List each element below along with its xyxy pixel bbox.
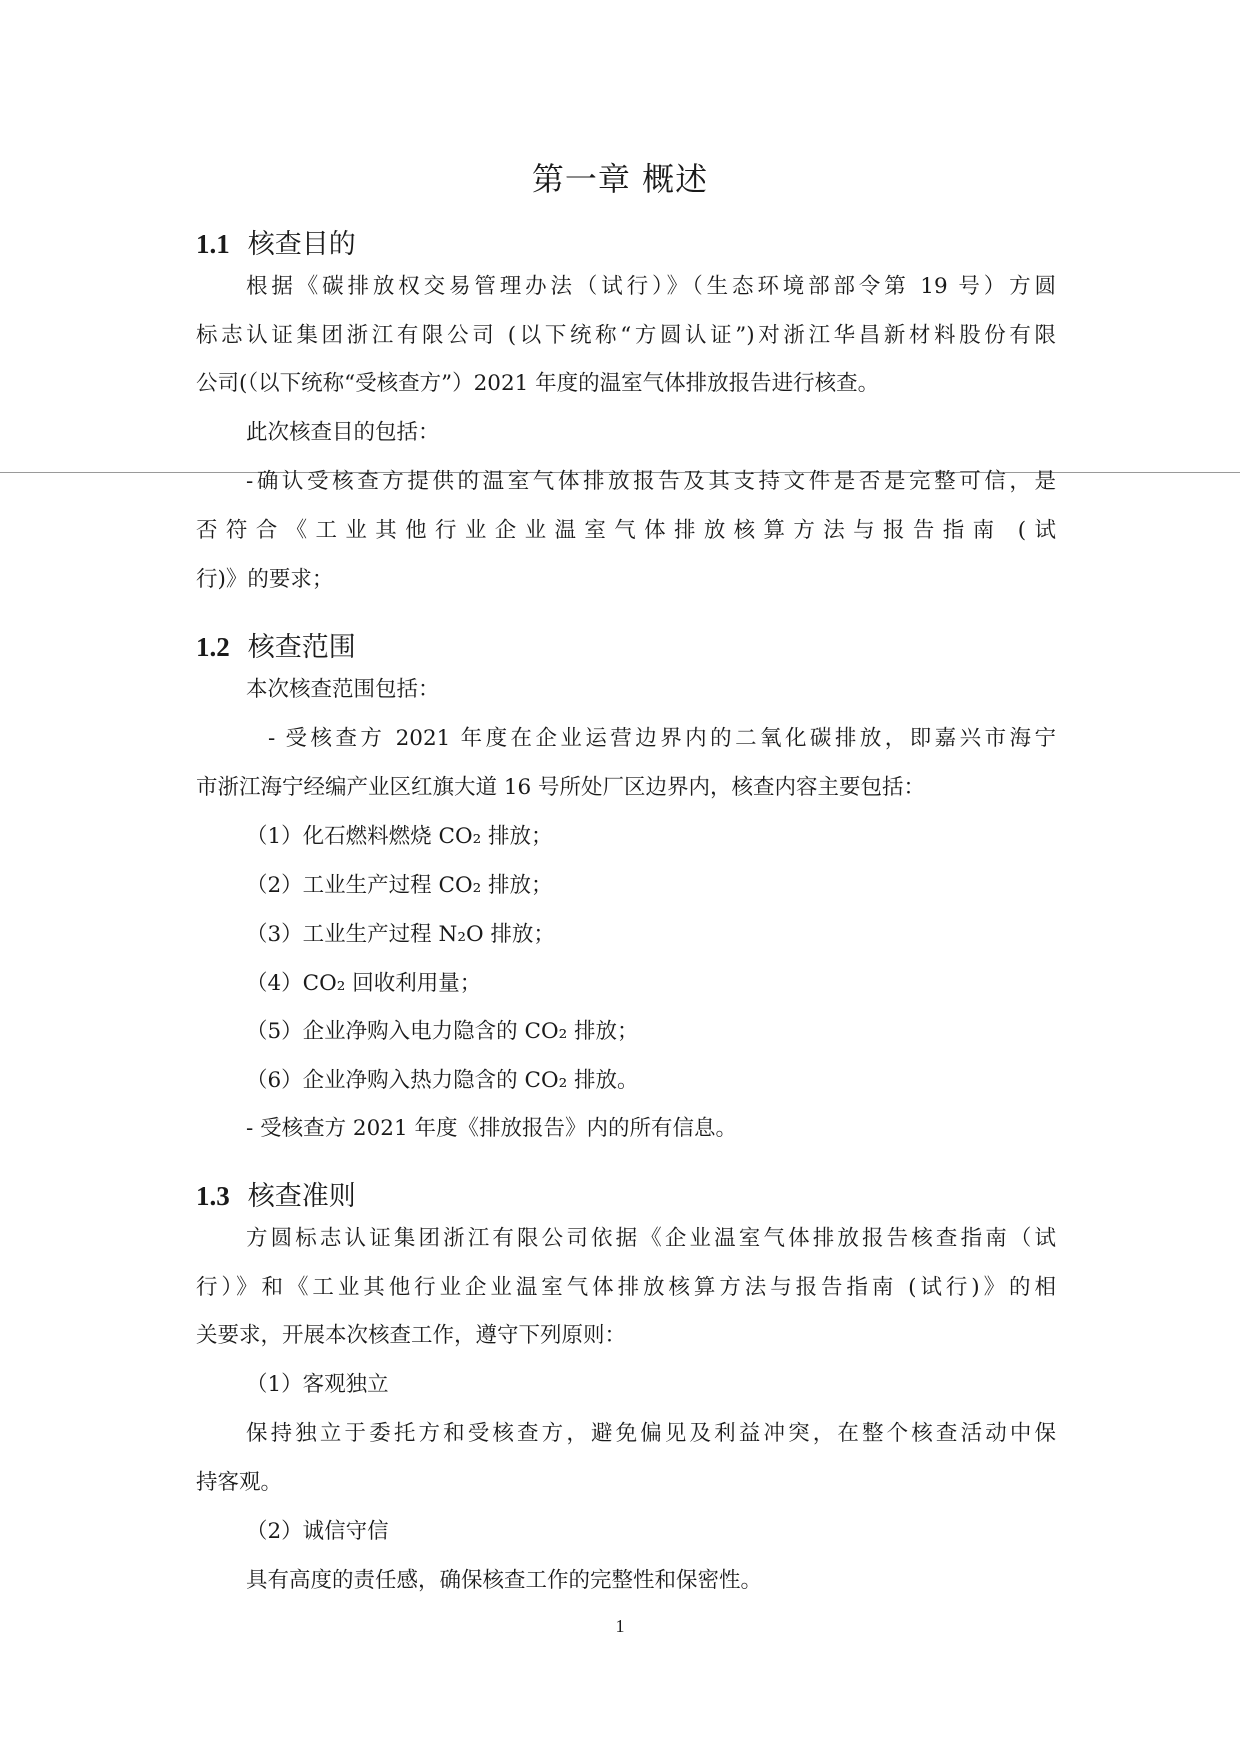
list-item: （3）工业生产过程 N₂O 排放； bbox=[246, 922, 555, 947]
paragraph-line: 市浙江海宁经编产业区红旗大道 16 号所处厂区边界内，核查内容主要包括： bbox=[196, 775, 926, 800]
list-item: （2）诚信守信 bbox=[246, 1519, 389, 1544]
list-item: （4）CO₂ 回收利用量； bbox=[246, 971, 482, 996]
section-number: 1.2 bbox=[196, 632, 230, 662]
section-heading bbox=[196, 625, 356, 664]
paragraph-line: 标志认证集团浙江有限公司 (以下统称“方圆认证”)对浙江华昌新材料股份有限 bbox=[196, 323, 1056, 348]
section-title: 核查目的 bbox=[247, 229, 356, 260]
paragraph-line: 具有高度的责任感，确保核查工作的完整性和保密性。 bbox=[246, 1568, 763, 1593]
list-item: （1）化石燃料燃烧 CO₂ 排放； bbox=[246, 824, 553, 849]
list-item: （2）工业生产过程 CO₂ 排放； bbox=[246, 873, 553, 898]
chapter-title: 第一章 概述 bbox=[531, 160, 709, 198]
page-number: 1 bbox=[615, 1616, 625, 1636]
section-heading bbox=[196, 1174, 356, 1213]
paragraph-line: - 受核查方 2021 年度在企业运营边界内的二氧化碳排放，即嘉兴市海宁 bbox=[268, 726, 1056, 751]
list-item: （1）客观独立 bbox=[246, 1372, 389, 1397]
paragraph-line: 保持独立于委托方和受核查方，避免偏见及利益冲突，在整个核查活动中保 bbox=[246, 1421, 1056, 1446]
paragraph-line: 关要求，开展本次核查工作，遵守下列原则： bbox=[196, 1323, 627, 1348]
paragraph-line: 根据《碳排放权交易管理办法（试行）》（生态环境部部令第 19 号）方圆 bbox=[246, 274, 1056, 299]
paragraph-line: 本次核查范围包括： bbox=[246, 677, 440, 702]
list-item: （5）企业净购入电力隐含的 CO₂ 排放； bbox=[246, 1019, 639, 1044]
paragraph-line: 否符合《工业其他行业企业温室气体排放核算方法与报告指南 (试 bbox=[196, 518, 1056, 543]
section-number: 1.1 bbox=[196, 229, 230, 259]
section-title: 核查范围 bbox=[247, 632, 356, 663]
paragraph-line: 方圆标志认证集团浙江有限公司依据《企业温室气体排放报告核查指南（试 bbox=[246, 1226, 1056, 1251]
paragraph-line: 持客观。 bbox=[196, 1470, 283, 1495]
paragraph-line: 公司(（以下统称“受核查方”）2021 年度的温室气体排放报告进行核查。 bbox=[196, 371, 880, 396]
paragraph-line: 行)》的要求； bbox=[196, 567, 334, 592]
paragraph-line: 行）》和《工业其他行业企业温室气体排放核算方法与报告指南 (试行)》的相 bbox=[196, 1275, 1056, 1300]
section-heading bbox=[196, 222, 356, 261]
paragraph-line: -确认受核查方提供的温室气体排放报告及其支持文件是否是完整可信，是 bbox=[246, 469, 1056, 494]
section-title: 核查准则 bbox=[247, 1181, 356, 1212]
paragraph-line: 此次核查目的包括： bbox=[246, 420, 440, 445]
paragraph-line: - 受核查方 2021 年度《排放报告》内的所有信息。 bbox=[246, 1116, 737, 1141]
list-item: （6）企业净购入热力隐含的 CO₂ 排放。 bbox=[246, 1068, 639, 1093]
section-number: 1.3 bbox=[196, 1181, 230, 1211]
